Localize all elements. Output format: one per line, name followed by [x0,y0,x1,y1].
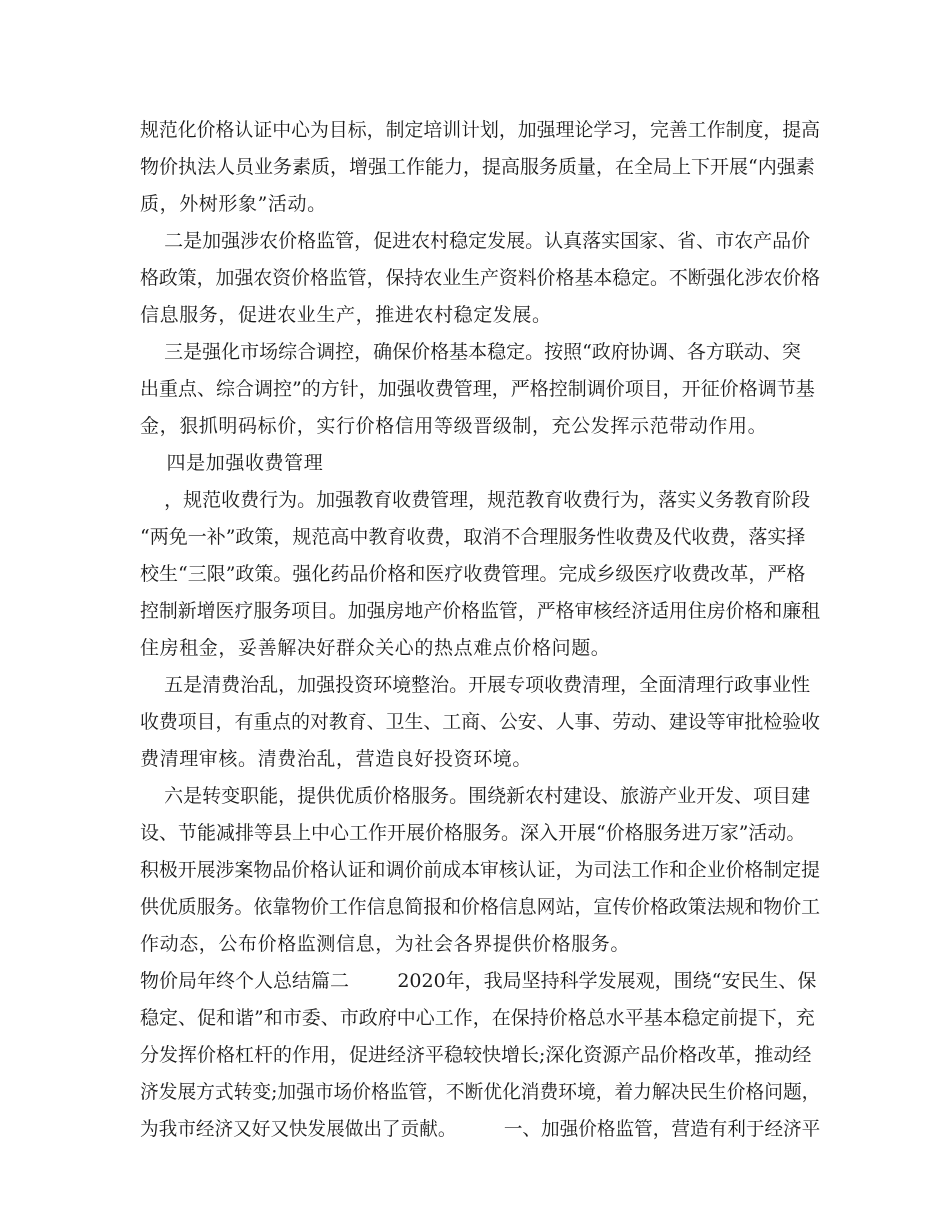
text-line: “两免一补”政策，规范高中教育收费，取消不合理服务性收费及代收费，落实择 [140,526,806,548]
text-line: 作动态，公布价格监测信息，为社会各界提供价格服务。 [140,933,631,955]
text-line: 校生“三限”政策。强化药品价格和医疗收费管理。完成乡级医疗收费改革，严格 [140,563,806,585]
text-line: 出重点、综合调控”的方针，加强收费管理，严格控制调价项目，开征价格调节基 [140,378,815,400]
text-line: 质，外树形象”活动。 [140,193,327,215]
text-line: 物价执法人员业务素质，增强工作能力，提高服务质量，在全局上下开展“内强素 [140,156,815,178]
text-line: 收费项目，有重点的对教育、卫生、工商、公安、人事、劳动、建设等审批检验收 [140,711,821,733]
text-line: 规范化价格认证中心为目标，制定培训计划，加强理论学习，完善工作制度，提高 [140,119,821,141]
text-line: 四是加强收费管理 [140,452,324,474]
text-line: 济发展方式转变;加强市场价格监管，不断优化消费环境，着力解决民生价格问题， [140,1081,821,1103]
text-line: 住房租金，妥善解决好群众关心的热点难点价格问题。 [140,637,611,659]
text-line: ，规范收费行为。加强教育收费管理，规范教育收费行为，落实义务教育阶段 [140,489,811,511]
text-line: 控制新增医疗服务项目。加强房地产价格监管，严格审核经济适用住房价格和廉租 [140,600,821,622]
text-line: 金，狠抓明码标价，实行价格信用等级晋级制，充公发挥示范带动作用。 [140,415,768,437]
text-line: 格政策，加强农资价格监管，保持农业生产资料价格基本稳定。不断强化涉农价格 [140,267,821,289]
text-line: 积极开展涉案物品价格认证和调价前成本审核认证，为司法工作和企业价格制定提 [140,859,821,881]
text-line: 六是转变职能，提供优质价格服务。围绕新农村建设、旅游产业开发、项目建 [140,785,811,807]
text-line: 费清理审核。清费治乱，营造良好投资环境。 [140,748,533,770]
text-line: 二是加强涉农价格监管，促进农村稳定发展。认真落实国家、省、市农产品价 [140,230,811,252]
text-line: 稳定、促和谐”和市委、市政府中心工作，在保持价格总水平基本稳定前提下，充 [140,1007,815,1029]
text-line: 供优质服务。依靠物价工作信息简报和价格信息网站，宣传价格政策法规和物价工 [140,896,821,918]
text-line: 三是强化市场综合调控，确保价格基本稳定。按照“政府协调、各方联动、突 [140,341,801,363]
text-line: 设、节能减排等县上中心工作开展价格服务。深入开展“价格服务进万家”活动。 [140,822,806,844]
text-line: 信息服务，促进农业生产，推进农村稳定发展。 [140,304,552,326]
text-line: 分发挥价格杠杆的作用，促进经济平稳较快增长;深化资源产品价格改革，推动经 [140,1044,812,1066]
text-line: 为我市经济又好又快发展做出了贡献。 一、加强价格监管，营造有利于经济平 [140,1118,821,1140]
text-line: 物价局年终个人总结篇二 2020年，我局坚持科学发展观，围绕“安民生、保 [140,970,817,992]
text-line: 五是清费治乱，加强投资环境整治。开展专项收费清理，全面清理行政事业性 [140,674,811,696]
